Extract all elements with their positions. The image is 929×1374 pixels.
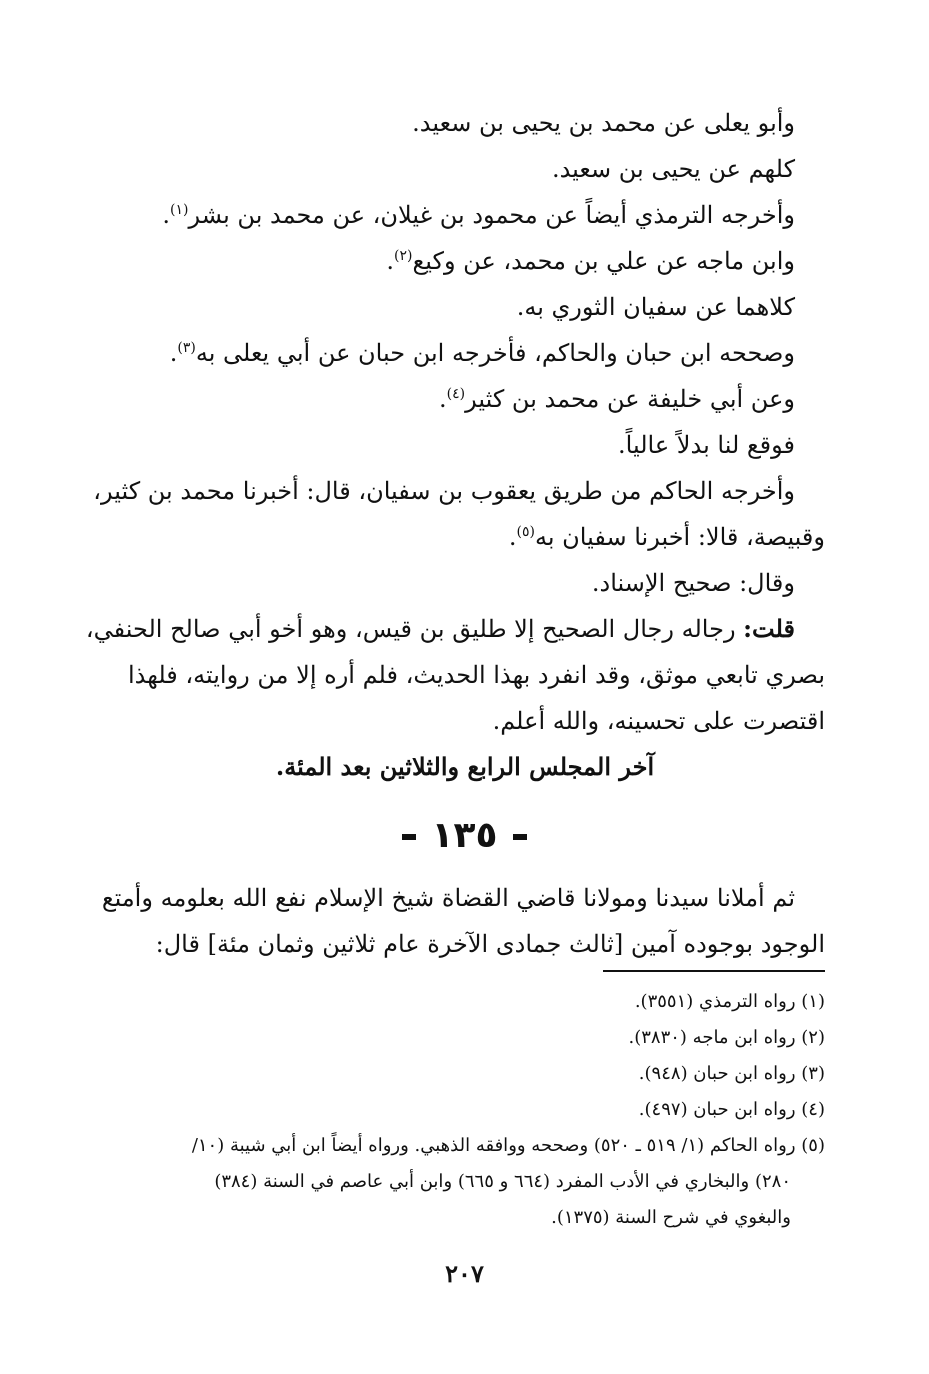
footnote-continuation: والبغوي في شرح السنة (١٣٧٥). bbox=[551, 1207, 791, 1228]
line-period: . bbox=[386, 247, 395, 275]
text-line-content: وصححه ابن حبان والحاكم، فأخرجه ابن حبان عن أبي يعلى به bbox=[195, 339, 795, 367]
page-number: ٢٠٧ bbox=[445, 1259, 484, 1288]
line-period: . bbox=[162, 201, 170, 229]
text-line bbox=[105, 238, 825, 284]
text-line: كلهم عن يحيى بن سعيد. bbox=[551, 155, 795, 183]
text-line: وقال: صحيح الإسناد. bbox=[591, 569, 795, 597]
session-end: آخر المجلس الرابع والثلاثين بعد المئة. bbox=[275, 752, 655, 781]
line-period: . bbox=[439, 385, 447, 413]
intro-line: الوجود بوجوده آمين [ثالث جمادى الآخرة عام ثلاثين وثمان مئة] قال: bbox=[155, 930, 825, 958]
line-period: . bbox=[508, 523, 517, 551]
footnote: (٢) رواه ابن ماجه (٣٨٣٠). bbox=[628, 1027, 825, 1048]
line-period: . bbox=[169, 339, 178, 367]
section-heading bbox=[0, 808, 929, 864]
footnote: (١) رواه الترمذي (٣٥٥١). bbox=[634, 991, 825, 1012]
comment-line: بصري تابعي موثق، وقد انفرد بهذا الحديث، فلم أره إلا من روايته، فلهذا bbox=[128, 661, 825, 689]
footnotes bbox=[105, 984, 825, 1236]
main-text bbox=[85, 100, 825, 790]
text-line bbox=[105, 376, 825, 422]
footnote-ref[interactable]: (٥) bbox=[516, 524, 535, 540]
footnote-continuation: ٢٨٠) والبخاري في الأدب المفرد (٦٦٤ و ٦٦٥) وابن أبي عاصم في السنة (٣٨٤) bbox=[214, 1171, 791, 1192]
section-number: ١٣٥ bbox=[431, 815, 498, 856]
text-line: وأبو يعلى عن محمد بن يحيى بن سعيد. bbox=[412, 109, 795, 137]
section-intro bbox=[101, 875, 825, 967]
footnote-divider bbox=[603, 970, 825, 972]
footnote-ref[interactable]: (٤) bbox=[446, 386, 466, 402]
intro-line: ثم أملانا سيدنا ومولانا قاضي القضاة شيخ الإسلام نفع الله بعلومه وأمتع bbox=[101, 884, 795, 912]
footnote: (٥) رواه الحاكم (١/ ٥١٩ ـ ٥٢٠) وصححه ووافقه الذهبي. ورواه أيضاً ابن أبي شيبة (١٠/ bbox=[191, 1135, 825, 1156]
text-line bbox=[105, 330, 825, 376]
footnote-ref[interactable]: (١) bbox=[170, 202, 189, 218]
footnote: (٣) رواه ابن حبان (٩٤٨). bbox=[638, 1063, 825, 1084]
text-line-content: وأخرجه الترمذي أيضاً عن محمود بن غيلان، عن محمد بن بشر bbox=[188, 201, 795, 229]
text-line-content: وعن أبي خليفة عن محمد بن كثير bbox=[465, 385, 795, 413]
heading-dash bbox=[513, 834, 527, 840]
comment-line bbox=[85, 606, 825, 652]
footnote-ref[interactable]: (٢) bbox=[394, 248, 413, 264]
text-line-content: وقبيصة، قالا: أخبرنا سفيان به bbox=[534, 523, 825, 551]
text-line: فوقع لنا بدلاً عالياً. bbox=[618, 431, 795, 459]
footnote-ref[interactable]: (٣) bbox=[177, 340, 196, 356]
heading-dash bbox=[402, 834, 416, 840]
comment-text: رجاله رجال الصحيح إلا طليق بن قيس، وهو أخو أبي صالح الحنفي، bbox=[85, 615, 744, 643]
footnote: (٤) رواه ابن حبان (٤٩٧). bbox=[638, 1099, 825, 1120]
comment-label: قلت: bbox=[743, 614, 795, 643]
comment-line: اقتصرت على تحسينه، والله أعلم. bbox=[492, 707, 825, 735]
text-line-content: وابن ماجه عن علي بن محمد، عن وكيع bbox=[412, 247, 795, 275]
text-line bbox=[105, 192, 825, 238]
text-line: وأخرجه الحاكم من طريق يعقوب بن سفيان، قال: أخبرنا محمد بن كثير، bbox=[93, 477, 795, 505]
text-line: كلاهما عن سفيان الثوري به. bbox=[516, 293, 795, 321]
text-line bbox=[105, 514, 825, 560]
